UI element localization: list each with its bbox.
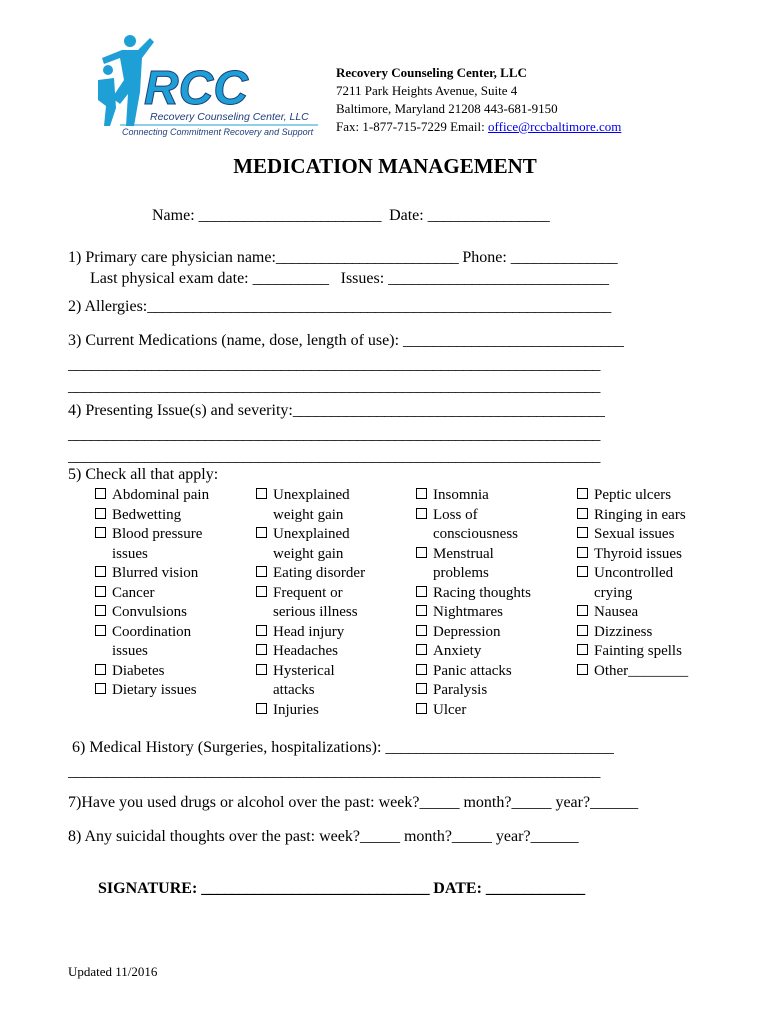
checklist-item-label: Head injury bbox=[273, 623, 345, 640]
q3-row bbox=[68, 331, 623, 351]
checklist-item-label: crying bbox=[594, 584, 633, 601]
checklist-item-label: Fainting spells bbox=[594, 643, 682, 659]
checkbox[interactable] bbox=[95, 508, 106, 519]
checklist-item[interactable] bbox=[256, 584, 418, 623]
signature-field[interactable]: ______________________________ bbox=[201, 880, 430, 897]
checklist-item[interactable] bbox=[95, 603, 257, 623]
checklist-item-label: Panic attacks bbox=[433, 662, 512, 679]
q2-row bbox=[68, 297, 611, 317]
checkbox[interactable] bbox=[577, 625, 588, 636]
logo-letters: RCC bbox=[144, 62, 248, 115]
checkbox[interactable] bbox=[95, 605, 106, 616]
checkbox[interactable] bbox=[577, 664, 588, 675]
signature-label: SIGNATURE: bbox=[98, 880, 202, 897]
checklist-item[interactable] bbox=[416, 545, 578, 584]
q1-label: 1) Primary care physician name: bbox=[68, 249, 276, 266]
address-line-2: Baltimore, Maryland 21208 443-681-9150 bbox=[336, 101, 558, 116]
checklist-item[interactable] bbox=[256, 701, 418, 721]
signature-date-field[interactable]: _____________ bbox=[485, 880, 585, 897]
checkbox[interactable] bbox=[256, 664, 267, 675]
q4-row bbox=[68, 401, 604, 421]
footer-updated: Updated 11/2016 bbox=[68, 964, 158, 979]
checklist-item[interactable] bbox=[416, 506, 578, 545]
checklist-item[interactable] bbox=[95, 681, 257, 701]
presenting-issues-label: 4) Presenting Issue(s) and severity: bbox=[68, 402, 293, 419]
checklist-item-label: Insomnia bbox=[433, 487, 489, 503]
checkbox[interactable] bbox=[95, 488, 106, 499]
allergies-field[interactable]: _____________________________________________________________ bbox=[147, 298, 611, 315]
checklist-item[interactable] bbox=[95, 506, 257, 526]
contact-block bbox=[336, 64, 621, 136]
checklist-item-label: Dietary issues bbox=[112, 682, 197, 698]
signature-row bbox=[98, 879, 585, 899]
checklist-item-label: Unexplained bbox=[273, 487, 350, 503]
checklist-item-label: Dizziness bbox=[594, 623, 653, 640]
checklist-item[interactable] bbox=[416, 584, 578, 604]
checkbox[interactable] bbox=[416, 664, 427, 675]
checklist-item[interactable] bbox=[577, 564, 739, 603]
medications-line-2[interactable]: ______________________________________________________________________ bbox=[68, 378, 601, 395]
checklist-item[interactable] bbox=[256, 486, 418, 525]
checklist-item-label: weight gain bbox=[273, 506, 344, 523]
checklist-item[interactable] bbox=[256, 662, 418, 701]
checkbox[interactable] bbox=[95, 527, 106, 538]
medical-history-line[interactable]: ______________________________________________________________________ bbox=[68, 763, 601, 780]
checklist-item-label: Paralysis bbox=[433, 682, 488, 698]
q1-exam-row bbox=[90, 269, 609, 289]
checkbox[interactable] bbox=[577, 644, 588, 655]
checkbox[interactable] bbox=[256, 566, 267, 577]
checkbox[interactable] bbox=[416, 586, 427, 597]
rcc-logo-graphic bbox=[92, 34, 320, 140]
checklist-item-label: Convulsions bbox=[112, 604, 188, 620]
checklist-item-label: Peptic ulcers bbox=[594, 487, 672, 503]
checkbox[interactable] bbox=[416, 605, 427, 616]
q5-label: 5) Check all that apply: bbox=[68, 466, 219, 483]
medical-history-field[interactable]: ______________________________ bbox=[385, 739, 614, 756]
checklist-item-label: Hysterical bbox=[273, 662, 335, 679]
checklist-item-label: Coordination bbox=[112, 623, 192, 640]
checklist-item-label: attacks bbox=[273, 682, 315, 698]
rcc-logo bbox=[92, 34, 320, 140]
checklist-item[interactable] bbox=[577, 486, 739, 506]
checklist-item-label: issues bbox=[112, 545, 148, 562]
presenting-line-2[interactable]: ______________________________________________________________________ bbox=[68, 448, 601, 465]
medications-field[interactable]: _____________________________ bbox=[403, 332, 624, 349]
checkbox[interactable] bbox=[577, 605, 588, 616]
exam-field[interactable]: __________ bbox=[252, 270, 329, 287]
checkbox[interactable] bbox=[577, 488, 588, 499]
q6-row bbox=[72, 738, 613, 758]
checklist-item-label: Depression bbox=[433, 623, 501, 640]
checklist-item[interactable] bbox=[256, 564, 418, 584]
checkbox[interactable] bbox=[416, 508, 427, 519]
checklist-item[interactable] bbox=[416, 681, 578, 701]
q1-row bbox=[68, 248, 617, 268]
checkbox[interactable] bbox=[256, 527, 267, 538]
physician-field[interactable]: ________________________ bbox=[275, 249, 459, 266]
checkbox[interactable] bbox=[95, 664, 106, 675]
fax-email-line bbox=[336, 118, 621, 136]
checkbox[interactable] bbox=[256, 625, 267, 636]
checklist-item[interactable] bbox=[256, 623, 418, 643]
checklist-item-label: Loss of bbox=[433, 506, 478, 523]
medical-history-label: 6) Medical History (Surgeries, hospitalizations): bbox=[72, 739, 386, 756]
checklist-item-label: weight gain bbox=[273, 545, 344, 562]
checklist-item-label: Unexplained bbox=[273, 526, 350, 542]
checklist-item-label: Diabetes bbox=[112, 662, 165, 679]
checklist-column-1 bbox=[95, 486, 257, 701]
checkbox[interactable] bbox=[256, 488, 267, 499]
checklist-item[interactable] bbox=[416, 662, 578, 682]
checklist-item[interactable] bbox=[95, 564, 257, 584]
checklist-item[interactable] bbox=[416, 486, 578, 506]
checkbox[interactable] bbox=[256, 703, 267, 714]
checklist-item[interactable] bbox=[256, 642, 418, 662]
checklist-item-label: Nausea bbox=[594, 604, 639, 620]
checklist-item-label: Ulcer bbox=[433, 701, 467, 718]
q7-row[interactable]: 7)Have you used drugs or alcohol over the past: week?_____ month?_____ year?______ bbox=[68, 794, 639, 811]
issues-field[interactable]: _____________________________ bbox=[388, 270, 609, 287]
checkbox[interactable] bbox=[256, 644, 267, 655]
checklist-item-label: Uncontrolled bbox=[594, 565, 674, 581]
allergies-label: 2) Allergies: bbox=[68, 298, 148, 315]
q8-row[interactable]: 8) Any suicidal thoughts over the past: week?_____ month?_____ year?______ bbox=[68, 828, 579, 845]
checklist-item-label: Anxiety bbox=[433, 643, 482, 659]
checklist-item-label: Cancer bbox=[112, 584, 155, 601]
checklist-item[interactable] bbox=[577, 662, 739, 682]
checkbox[interactable] bbox=[95, 566, 106, 577]
phone-label: Phone: bbox=[458, 249, 511, 266]
checklist-item-label: Frequent or bbox=[273, 584, 343, 601]
email-link[interactable]: office@rccbaltimore.com bbox=[488, 119, 622, 134]
checklist-item[interactable] bbox=[256, 525, 418, 564]
presenting-line-1[interactable]: ______________________________________________________________________ bbox=[68, 426, 601, 443]
checkbox[interactable] bbox=[416, 644, 427, 655]
checklist-item-label: consciousness bbox=[433, 526, 518, 542]
org-name: Recovery Counseling Center, LLC bbox=[336, 65, 527, 80]
checklist-item[interactable] bbox=[95, 623, 257, 662]
medications-line-1[interactable]: ______________________________________________________________________ bbox=[68, 356, 601, 373]
checklist-item-label: Bedwetting bbox=[112, 506, 182, 523]
checkbox[interactable] bbox=[416, 625, 427, 636]
checklist-item-label: Racing thoughts bbox=[433, 584, 531, 601]
checklist-item-label: Eating disorder bbox=[273, 565, 366, 581]
address-line-1: 7211 Park Heights Avenue, Suite 4 bbox=[336, 83, 518, 98]
logo-name: Recovery Counseling Center, LLC bbox=[150, 111, 309, 123]
checklist-item[interactable] bbox=[577, 603, 739, 623]
checklist-item-label: problems bbox=[433, 565, 489, 581]
checkbox[interactable] bbox=[95, 683, 106, 694]
checkbox[interactable] bbox=[577, 547, 588, 558]
checklist-item[interactable] bbox=[416, 623, 578, 643]
exam-label: Last physical exam date: bbox=[90, 270, 253, 287]
name-field[interactable]: ________________________ bbox=[198, 207, 382, 224]
checklist-item-label: serious illness bbox=[273, 604, 358, 620]
checkbox[interactable] bbox=[95, 625, 106, 636]
checkbox[interactable] bbox=[416, 488, 427, 499]
checklist-item-label: Sexual issues bbox=[594, 526, 675, 542]
checklist-column-3 bbox=[416, 486, 578, 720]
logo-tagline: Connecting Commitment Recovery and Support bbox=[122, 127, 314, 137]
fax-label: Fax: 1-877-715-7229 Email: bbox=[336, 119, 489, 134]
issues-label: Issues: bbox=[328, 270, 389, 287]
checkbox[interactable] bbox=[95, 586, 106, 597]
checklist-column-4 bbox=[577, 486, 739, 681]
presenting-issues-field[interactable]: _________________________________________ bbox=[292, 402, 605, 419]
checklist-item-label: Nightmares bbox=[433, 604, 503, 620]
checklist-item[interactable] bbox=[577, 525, 739, 545]
checklist-item-label: Abdominal pain bbox=[112, 487, 210, 503]
medications-label: 3) Current Medications (name, dose, length of use): bbox=[68, 332, 404, 349]
checklist-item[interactable] bbox=[95, 584, 257, 604]
checkbox[interactable] bbox=[416, 683, 427, 694]
name-label: Name: bbox=[152, 207, 199, 224]
checklist-item-label: Blood pressure bbox=[112, 526, 203, 542]
checkbox[interactable] bbox=[577, 566, 588, 577]
checklist-column-2 bbox=[256, 486, 418, 720]
checkbox[interactable] bbox=[416, 547, 427, 558]
date-label: Date: bbox=[381, 207, 428, 224]
checkbox[interactable] bbox=[577, 508, 588, 519]
checklist-item-label: Menstrual bbox=[433, 545, 494, 562]
checklist-item-label: issues bbox=[112, 643, 148, 659]
checklist-item[interactable] bbox=[577, 642, 739, 662]
checklist-item[interactable] bbox=[416, 603, 578, 623]
checklist-item-label: Thyroid issues bbox=[594, 545, 682, 562]
checklist-item[interactable] bbox=[416, 701, 578, 721]
name-date-row bbox=[152, 206, 549, 226]
checklist-item[interactable] bbox=[95, 525, 257, 564]
checklist-item[interactable] bbox=[577, 545, 739, 565]
page-title: MEDICATION MANAGEMENT bbox=[233, 154, 537, 178]
checklist-item[interactable] bbox=[95, 662, 257, 682]
checklist-item-label: Ringing in ears bbox=[594, 506, 686, 523]
checklist-item[interactable] bbox=[416, 642, 578, 662]
checklist-item[interactable] bbox=[577, 506, 739, 526]
signature-date-label: DATE: bbox=[429, 880, 486, 897]
checklist-item[interactable] bbox=[577, 623, 739, 643]
checklist-item-label: Blurred vision bbox=[112, 565, 199, 581]
phone-field[interactable]: ______________ bbox=[510, 249, 618, 266]
checkbox[interactable] bbox=[416, 703, 427, 714]
checklist-item-label: Headaches bbox=[273, 643, 338, 659]
checkbox[interactable] bbox=[577, 527, 588, 538]
checklist-item[interactable] bbox=[95, 486, 257, 506]
checkbox[interactable] bbox=[256, 586, 267, 597]
checklist-item-label: Other________ bbox=[594, 662, 689, 679]
checklist-item-label: Injuries bbox=[273, 701, 319, 718]
date-field[interactable]: ________________ bbox=[427, 207, 550, 224]
